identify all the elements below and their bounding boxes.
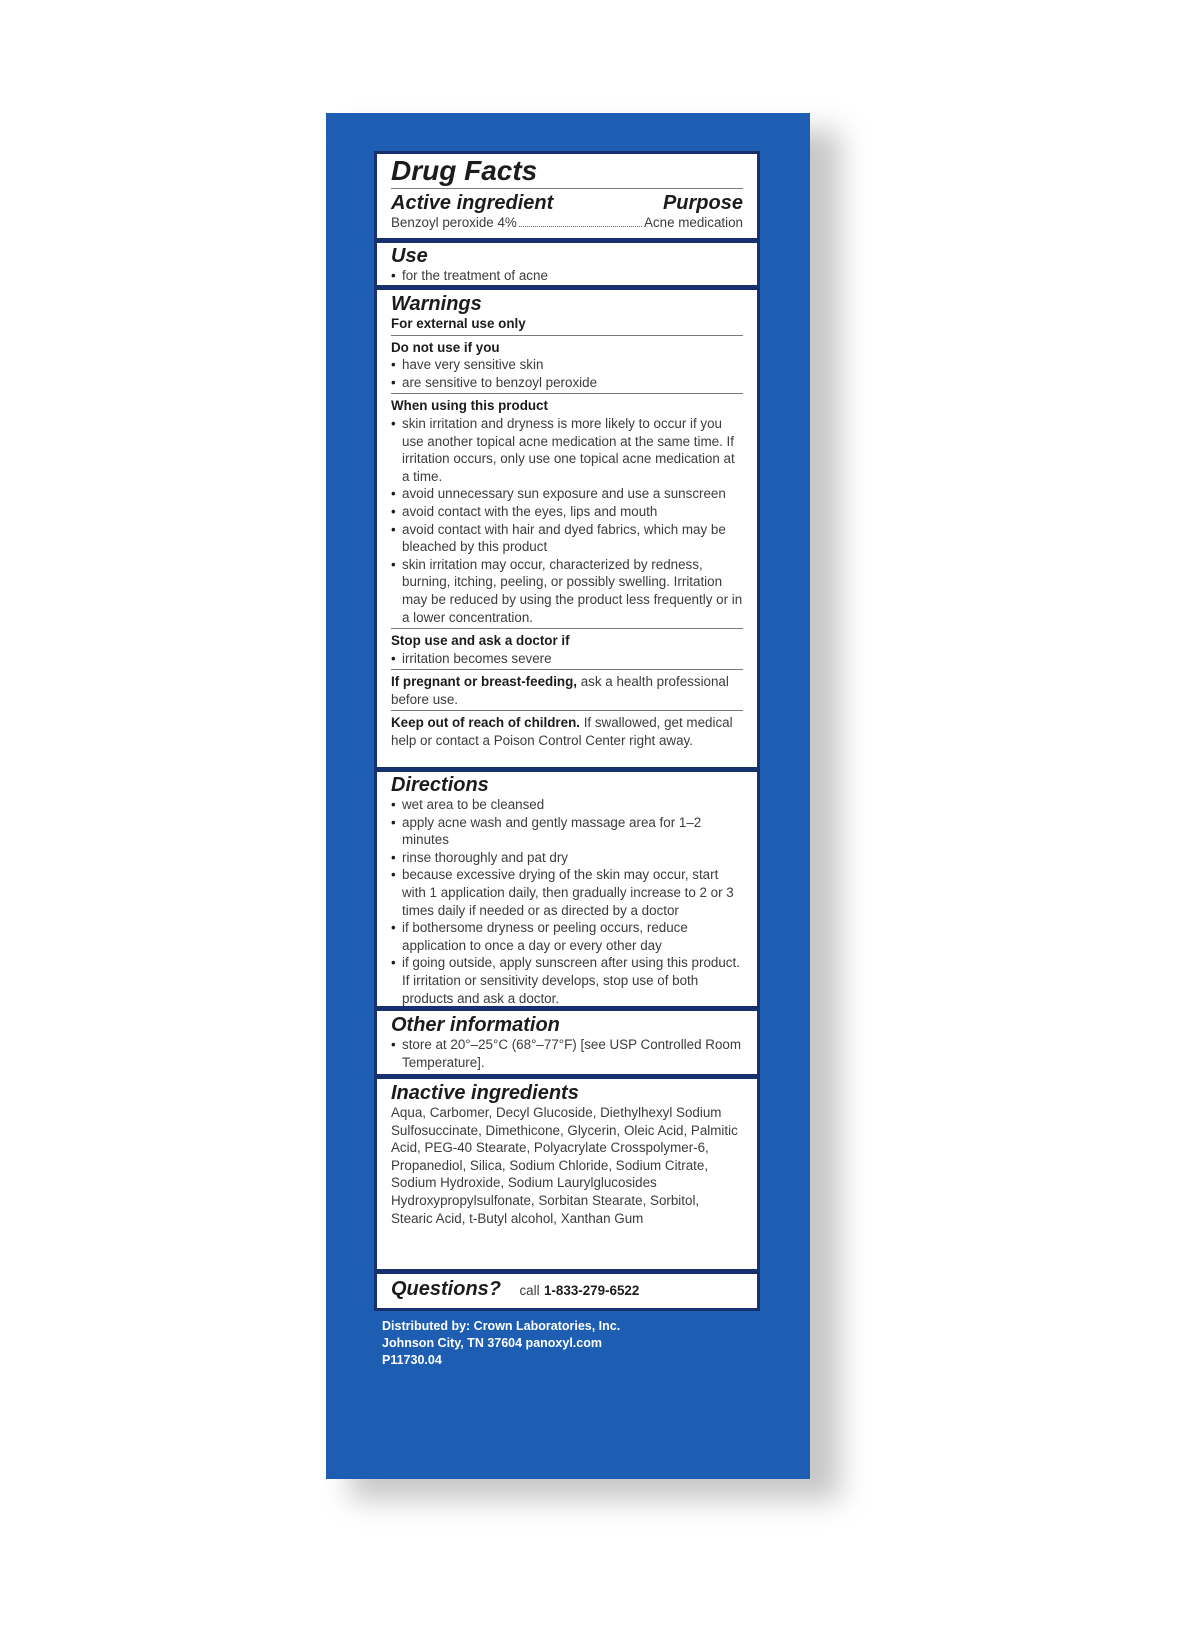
when-using-heading: When using this product [391,398,548,414]
active-purpose: Acne medication [644,215,743,230]
address-line: Johnson City, TN 37604 panoxyl.com [382,1336,602,1350]
other-heading: Other information [391,1014,560,1036]
list-item: • are sensitive to benzoyl peroxide [391,374,743,392]
list-item: • if going outside, apply sunscreen after using this product. If irritation or sensitivity develops, stop use of both products and ask a doctor. [391,954,743,1007]
distributor-line: Distributed by: Crown Laboratories, Inc. [382,1319,621,1333]
children-bold: Keep out of reach of children. [391,715,580,731]
inactive-heading: Inactive ingredients [391,1082,579,1104]
do-not-use-heading: Do not use if you [391,339,500,355]
list-item: • avoid unnecessary sun exposure and use a sunscreen [391,485,743,503]
list-item: • for the treatment of acne [391,267,743,285]
section-active [377,156,757,232]
questions-heading: Questions? [391,1278,502,1300]
pregnant-text: ask a health professional before use. [391,674,729,707]
list-item: • if bothersome dryness or peeling occurs, reduce application to once a day or every other day [391,919,743,954]
list-item: • have very sensitive skin [391,356,743,374]
pregnant-bold: If pregnant or breast-feeding, [391,674,577,690]
questions-call: call [519,1283,540,1298]
list-item: • store at 20°–25°C (68°–77°F) [see USP Controlled Room Temperature]. [391,1036,743,1071]
stop-use-heading: Stop use and ask a doctor if [391,633,570,649]
section-inactive [377,1082,757,1227]
section-warnings [377,293,757,750]
questions-phone: 1-833-279-6522 [544,1283,640,1298]
section-other [377,1014,757,1071]
list-item: • skin irritation and dryness is more likely to occur if you use another topical acne medication at the same time. If irritation occurs, only use one topical acne medication at a time. [391,415,743,485]
section-use [377,245,757,285]
inactive-list: Aqua, Carbomer, Decyl Glucoside, Diethylhexyl Sodium Sulfosuccinate, Dimethicone, Glycerin, Oleic Acid, Palmitic Acid, PEG-40 Stearate, Polyacrylate Crosspolymer-6, Propanediol, Silica, Sodium Chloride, Sodium Citrate, Sodium Hydroxide, Sodium Laurylglucosides Hydroxypropylsulfonate, Sorbitan Stearate, Sorbitol, Stearic Acid, t-Butyl alcohol, Xanthan Gum [391,1105,738,1226]
children-text: If swallowed, get medical help or contact a Poison Control Center right away. [391,715,733,749]
directions-heading: Directions [391,774,489,796]
product-code: P11730.04 [382,1353,442,1367]
list-item: • skin irritation may occur, characterized by redness, burning, itching, peeling, or possibly swelling. Irritation may be reduced by using the product less frequently or in a lower concentration. [391,556,743,626]
list-item: • avoid contact with the eyes, lips and mouth [391,503,743,521]
list-item: • apply acne wash and gently massage area for 1–2 minutes [391,814,743,849]
use-heading: Use [391,245,428,267]
active-ingredient: Benzoyl peroxide 4% [391,215,517,230]
section-directions [377,774,757,1007]
list-item: • rinse thoroughly and pat dry [391,849,743,867]
section-questions [377,1278,757,1300]
drug-facts-panel [374,151,760,1311]
list-item: • wet area to be cleansed [391,796,743,814]
list-item: • irritation becomes severe [391,650,743,668]
list-item: • because excessive drying of the skin may occur, start with 1 application daily, then gradually increase to 2 or 3 times daily if needed or as directed by a doctor [391,866,743,919]
drug-facts-title: Drug Facts [391,155,538,186]
list-item: • avoid contact with hair and dyed fabrics, which may be bleached by this product [391,521,743,556]
purpose-heading: Purpose [662,192,743,214]
children-warning [391,714,743,749]
distributor-info [382,1318,742,1369]
external-use: For external use only [391,316,526,331]
pregnant-warning [391,673,743,708]
warnings-heading: Warnings [391,293,482,315]
active-heading: Active ingredient [391,192,554,214]
